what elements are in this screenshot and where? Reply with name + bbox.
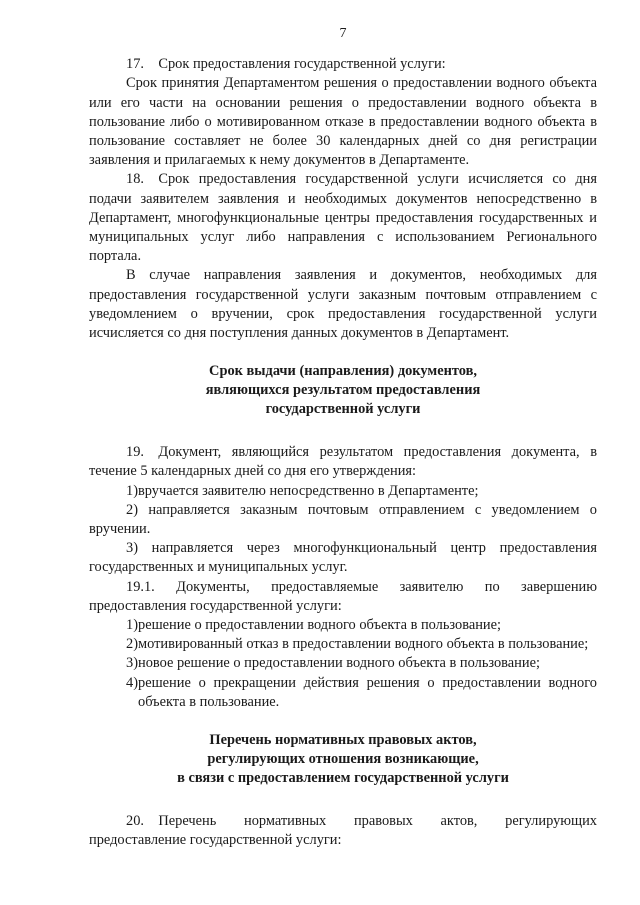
heading-line: являющихся результатом предоставления [205, 382, 481, 399]
item-18-mail-text: В случае направления заявления и документов, необходимых для предоставления государственной услуги заказным почтовым отправлением с уведомлением о вручении, срок предоставления государственной услуги исчисляется со дня поступления данных документов в Департамент. [89, 267, 597, 342]
item-17-text: Срок принятия Департаментом решения о предоставлении водного объекта или его части на основании решения о предоставлении водного объекта в пользование либо о мотивированном отказе в предоставлении водного объекта в пользование составляет не более 30 календарных дней со дня регистрации заявления и прилагаемых к нему документов в Департаменте. [89, 75, 597, 169]
item-20-text: 20. Перечень нормативных правовых актов, регулирующих предоставление государственной услуги: [89, 813, 597, 849]
list-item-number: 1) [126, 482, 138, 499]
item-19-1-intro: 19.1. Документы, предоставляемые заявителю по завершению предоставления государственной услуги: [89, 578, 597, 614]
heading-line: Перечень нормативных правовых актов, [209, 732, 477, 749]
list-item [126, 616, 597, 635]
list-item-text: вручается заявителю непосредственно в Департаменте; [138, 482, 479, 499]
list-item [126, 635, 597, 654]
item-17-title: 17. Срок предоставления государственной услуги: [126, 56, 446, 73]
list-item-number: 4) [126, 674, 138, 691]
document-page [89, 24, 597, 851]
heading-line: в связи с предоставлением государственной услуги [177, 770, 509, 787]
list-item-number: 3) [126, 540, 152, 557]
list-item-text: решение о прекращении действия решения о предоставлении водного объекта в пользование. [138, 674, 597, 710]
list-item-text: мотивированный отказ в предоставлении водного объекта в пользование; [138, 636, 589, 653]
list-item-text: решение о предоставлении водного объекта в пользование; [138, 617, 502, 634]
heading-line: Срок выдачи (направления) документов, [209, 363, 477, 380]
item-19-intro: 19. Документ, являющийся результатом предоставления документа, в течение 5 календарных дней со дня его утверждения: [89, 444, 597, 480]
list-item-text: новое решение о предоставлении водного объекта в пользование; [138, 655, 540, 672]
section-heading-result-documents [89, 362, 597, 419]
list-item [126, 482, 597, 501]
list-item [126, 674, 597, 712]
list-item-text: направляется через многофункциональный центр предоставления государственных и муниципальных услуг. [89, 540, 597, 576]
item-19-1-list [126, 616, 597, 712]
list-item [89, 539, 597, 577]
item-18-text: 18. Срок предоставления государственной услуги исчисляется со дня подачи заявителем заявления и необходимых документов непосредственно в Департамент, многофункциональные центры предоставления государственных и муниципальных услуг либо направления с использованием Регионального портала. [89, 171, 597, 265]
page-number: 7 [339, 26, 347, 41]
list-item [89, 501, 597, 539]
list-item-number: 2) [126, 636, 138, 653]
list-item-text: направляется заказным почтовым отправлением с уведомлением о вручении. [89, 501, 598, 538]
list-item-number: 1) [126, 617, 138, 634]
list-item-number: 2) [126, 501, 149, 518]
list-item-number: 3) [126, 655, 138, 672]
heading-line: регулирующих отношения возникающие, [207, 751, 479, 768]
item-19-list [89, 482, 598, 578]
section-heading-legal-acts [89, 731, 597, 788]
list-item [126, 654, 597, 673]
heading-line: государственной услуги [265, 401, 421, 418]
